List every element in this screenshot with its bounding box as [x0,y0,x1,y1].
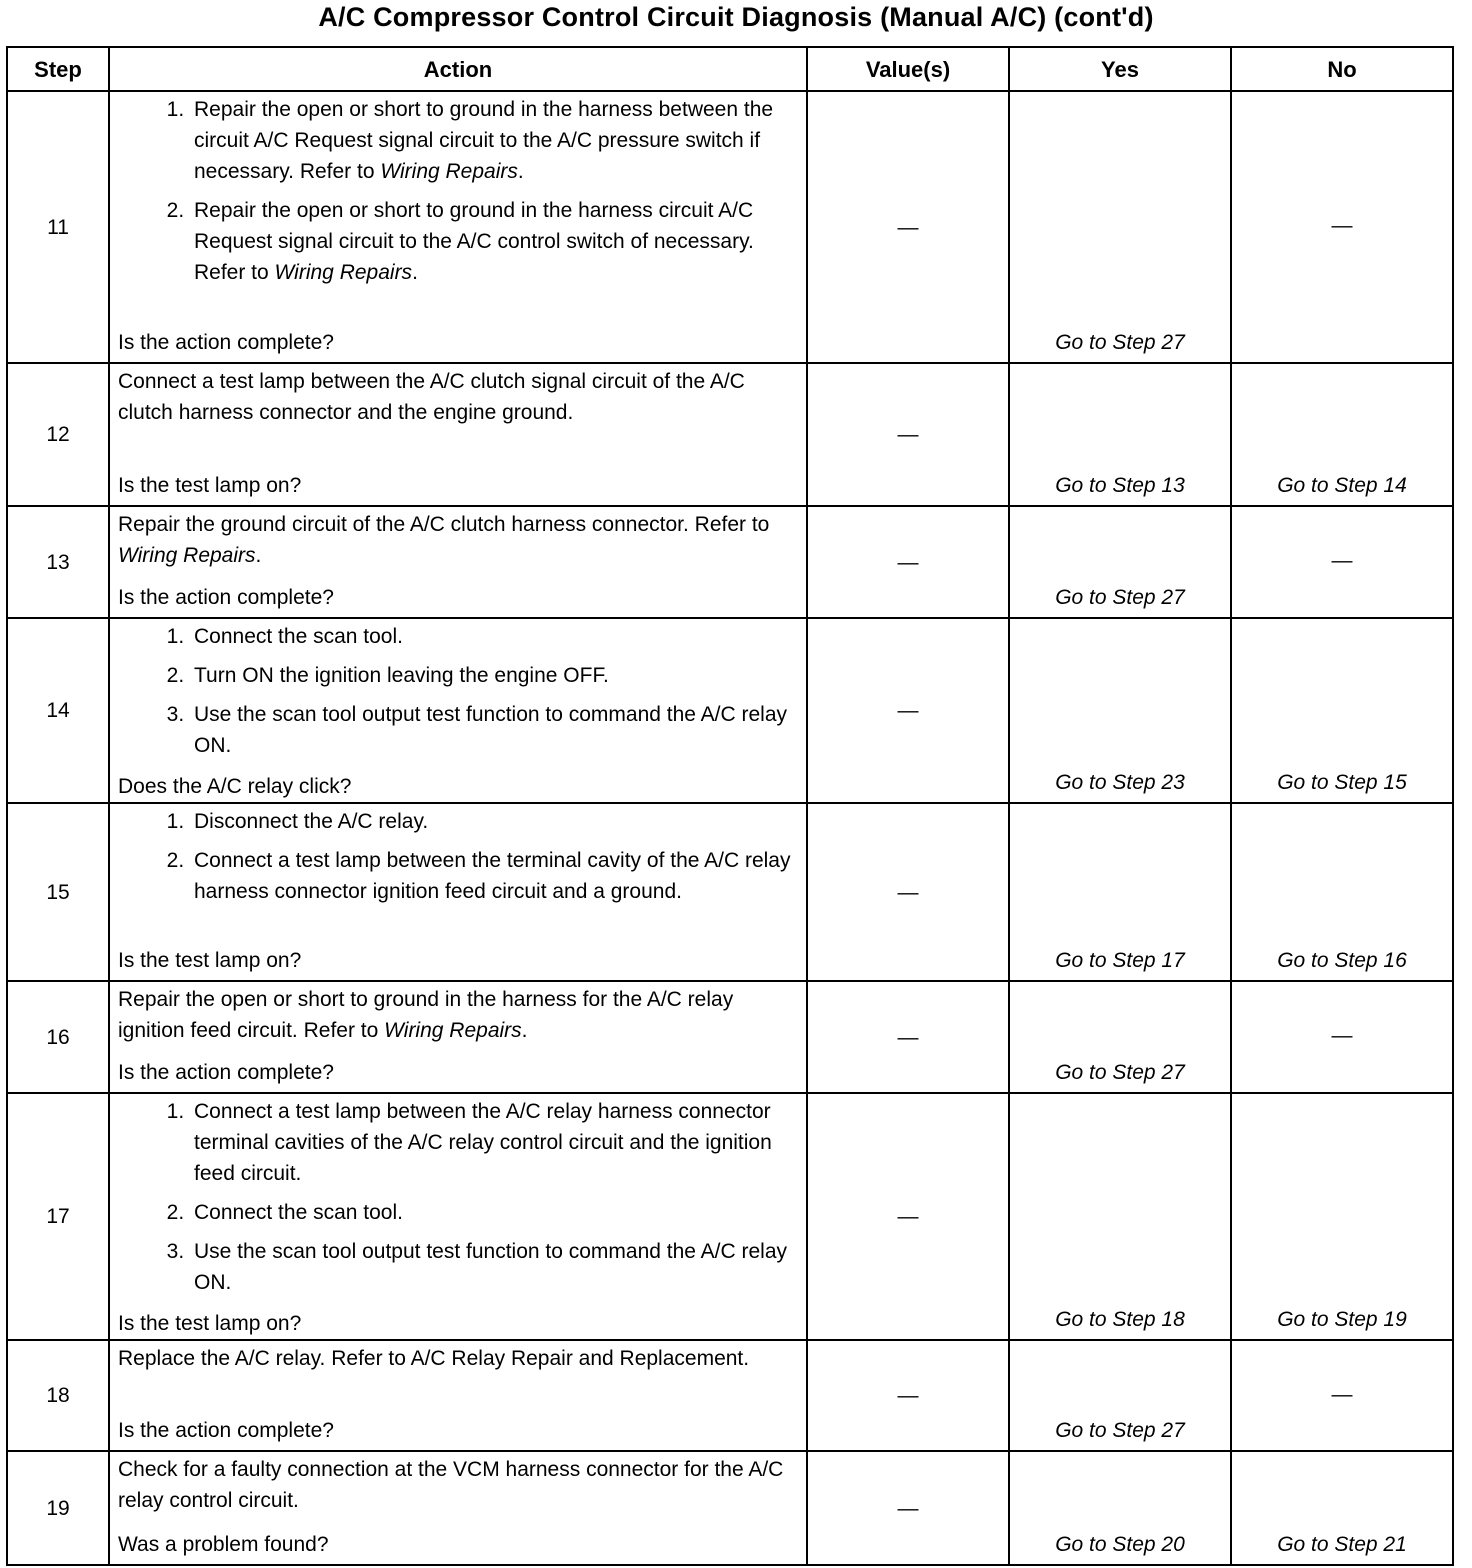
header-yes: Yes [1009,47,1231,91]
no-result: — [1231,91,1453,363]
table-row [7,981,1453,1093]
list-item [190,1197,800,1228]
action-text-tail: . [412,261,418,284]
list-item [190,660,800,691]
value-cell: — [807,1451,1009,1565]
action-question: Is the action complete? [118,1061,334,1084]
action-cell [109,363,807,506]
action-cell [109,91,807,363]
diagnosis-table [6,46,1454,1566]
action-question: Is the action complete? [118,331,334,354]
yes-result: Go to Step 13 [1009,363,1231,506]
action-paragraph [118,1454,800,1516]
yes-result: Go to Step 17 [1009,803,1231,981]
action-paragraph [118,1343,800,1374]
list-item [190,806,800,837]
no-result: Go to Step 15 [1231,618,1453,803]
action-text: Repair the open or short to ground in the harness for the A/C relay ignition feed circuit. Refer to [118,988,734,1042]
action-cell [109,981,807,1093]
no-result: Go to Step 19 [1231,1093,1453,1340]
list-item [190,699,800,761]
step-number: 14 [7,618,109,803]
page-title: A/C Compressor Control Circuit Diagnosis (Manual A/C) (cont'd) [318,2,1154,32]
list-item [190,195,800,288]
yes-result: Go to Step 20 [1009,1451,1231,1565]
list-item [190,94,800,187]
list-item [190,1236,800,1298]
action-question: Is the action complete? [118,586,334,609]
list-item [190,621,800,652]
action-question: Is the test lamp on? [118,474,302,497]
action-cell [109,803,807,981]
yes-result: Go to Step 23 [1009,618,1231,803]
value-cell: — [807,618,1009,803]
table-row [7,363,1453,506]
action-text: Repair the open or short to ground in the harness between the circuit A/C Request signal circuit to the A/C pressure switch if necessary. Refer to [194,98,774,183]
action-text: Check for a faulty connection at the VCM harness connector for the A/C relay control circuit. [118,1458,784,1512]
action-cell [109,1340,807,1451]
value-cell: — [807,91,1009,363]
header-action: Action [109,47,807,91]
no-result: Go to Step 16 [1231,803,1453,981]
yes-result: Go to Step 27 [1009,91,1231,363]
value-cell: — [807,803,1009,981]
action-steps-list [118,94,800,288]
table-row [7,803,1453,981]
action-question: Is the action complete? [118,1419,334,1442]
step-number: 19 [7,1451,109,1565]
value-cell: — [807,506,1009,618]
action-question: Is the test lamp on? [118,949,302,972]
yes-result: Go to Step 27 [1009,506,1231,618]
yes-result: Go to Step 27 [1009,1340,1231,1451]
header-step: Step [7,47,109,91]
step-number: 16 [7,981,109,1093]
action-steps-list [118,806,800,907]
value-cell: — [807,981,1009,1093]
action-steps-list [118,1096,800,1298]
table-row [7,91,1453,363]
action-text-tail: . [521,1019,528,1042]
table-row [7,506,1453,618]
step-number: 17 [7,1093,109,1340]
table-row [7,1451,1453,1565]
action-text: Use the scan tool output test function to command the A/C relay ON. [194,1240,787,1294]
action-text: Replace the A/C relay. Refer to A/C Relay Repair and Replacement. [118,1347,750,1370]
action-text: Turn ON the ignition leaving the engine OFF. [194,664,609,687]
action-text-tail: . [517,160,524,183]
action-text: Use the scan tool output test function to command the A/C relay ON. [194,703,787,757]
action-cell [109,618,807,803]
reference-link-text: Wiring Repairs [118,544,256,567]
action-text: Connect the scan tool. [194,625,403,648]
action-text: Repair the open or short to ground in the harness circuit A/C Request signal circuit to the A/C control switch of necessary. Refer to [194,199,754,284]
action-question: Is the test lamp on? [118,1312,302,1335]
step-number: 15 [7,803,109,981]
no-result: — [1231,506,1453,618]
reference-link-text: Wiring Repairs [384,1019,522,1042]
no-result: Go to Step 14 [1231,363,1453,506]
action-paragraph [118,366,800,428]
step-number: 13 [7,506,109,618]
step-number: 11 [7,91,109,363]
action-cell [109,1093,807,1340]
action-cell [109,506,807,618]
action-text: Repair the ground circuit of the A/C clutch harness connector. Refer to [118,513,770,536]
action-steps-list [118,621,800,761]
yes-result: Go to Step 27 [1009,981,1231,1093]
table-row [7,618,1453,803]
value-cell: — [807,1340,1009,1451]
reference-link-text: Wiring Repairs [274,261,413,284]
action-question: Was a problem found? [118,1533,329,1556]
header-values: Value(s) [807,47,1009,91]
action-text: Connect a test lamp between the A/C clutch signal circuit of the A/C clutch harness connector and the engine ground. [118,370,745,424]
action-text: Connect a test lamp between the A/C relay harness connector terminal cavities of the A/C relay control circuit and the ignition feed circuit. [194,1100,772,1185]
action-text: Disconnect the A/C relay. [194,810,429,833]
action-text-tail: . [255,544,262,567]
list-item [190,845,800,907]
no-result: — [1231,981,1453,1093]
action-question: Does the A/C relay click? [118,775,352,798]
step-number: 12 [7,363,109,506]
action-cell [109,1451,807,1565]
yes-result: Go to Step 18 [1009,1093,1231,1340]
step-number: 18 [7,1340,109,1451]
reference-link-text: Wiring Repairs [380,160,518,183]
no-result: Go to Step 21 [1231,1451,1453,1565]
action-text: Connect the scan tool. [194,1201,403,1224]
action-text: Connect a test lamp between the terminal cavity of the A/C relay harness connector ignition feed circuit and a ground. [194,849,791,903]
table-row [7,1340,1453,1451]
no-result: — [1231,1340,1453,1451]
header-row [7,47,1453,91]
action-paragraph [118,984,800,1046]
table-row [7,1093,1453,1340]
list-item [190,1096,800,1189]
action-paragraph [118,509,800,571]
value-cell: — [807,363,1009,506]
value-cell: — [807,1093,1009,1340]
header-no: No [1231,47,1453,91]
